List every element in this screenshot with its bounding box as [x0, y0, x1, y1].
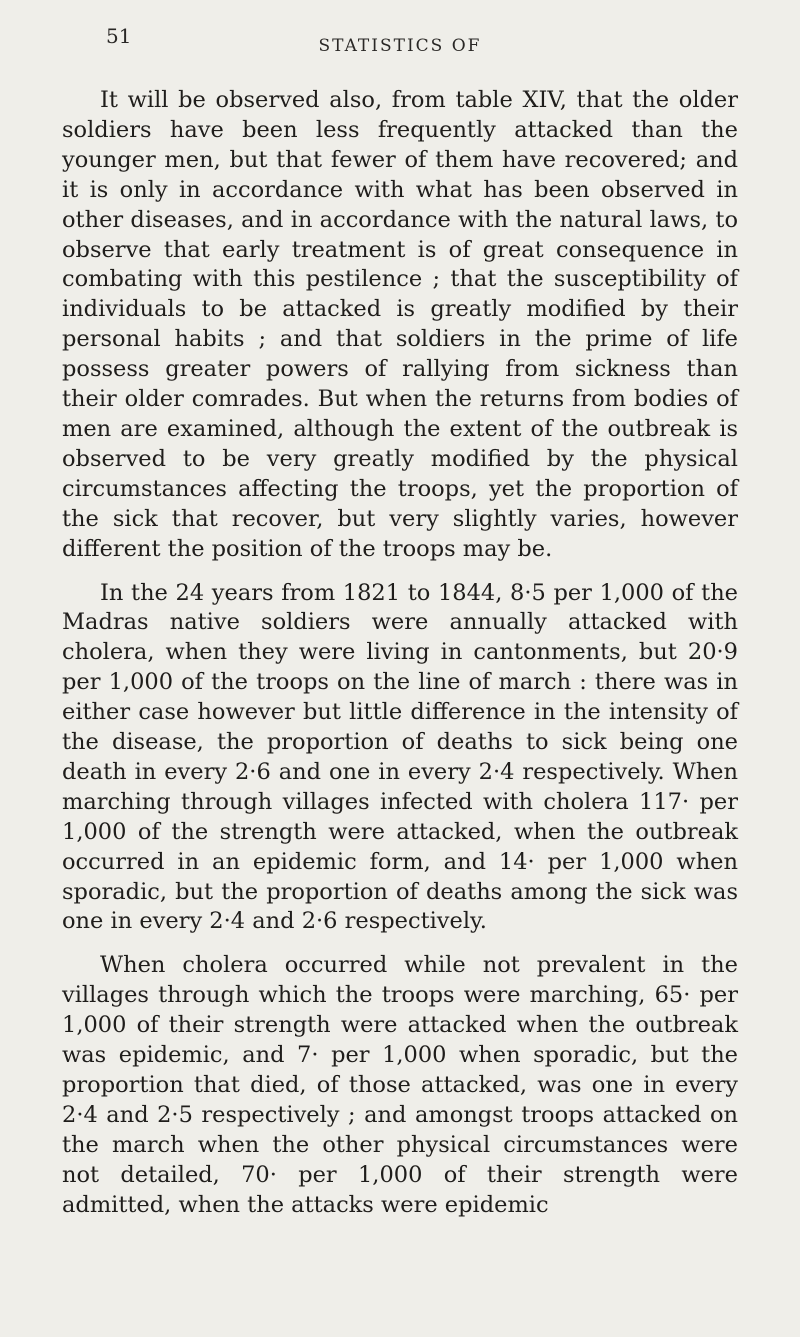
- paragraph-3: When cholera occurred while not prevalent in the villages through which the troops were marching, 65· per 1,000 of their strength were attacked when the outbreak was epidemic, and 7· per 1,000 when sporadic, but the proportion that died, of those attacked, was one in every 2·4 and 2·5 respectively ; and amongst troops attacked on the march when the other physical circumstances were not detailed, 70· per 1,000 of their strength were admitted, when the attacks were epidemic: [62, 952, 738, 1218]
- paragraph-1: It will be observed also, from table XIV, that the older soldiers have been less frequently attacked than the younger men, but that fewer of them have recovered; and it is only in accordance with what has been observed in other diseases, and in accordance with the natural laws, to observe that early treatment is of great consequence in combating with this pestilence ; that the susceptibility of individuals to be attacked is greatly modified by their personal habits ; and that soldiers in the prime of life possess greater powers of rallying from sickness than their older comrades. But when the returns from bodies of men are examined, although the extent of the outbreak is observed to be very greatly modified by the physical circumstances affecting the troops, yet the proportion of the sick that recover, but very slightly varies, however different the position of the troops may be.: [62, 87, 738, 562]
- paragraph-2: In the 24 years from 1821 to 1844, 8·5 per 1,000 of the Madras native soldiers were annually attacked with cholera, when they were living in cantonments, but 20·9 per 1,000 of the troops on the line of march : there was in either case however but little difference in the intensity of the disease, the proportion of deaths to sick being one death in every 2·6 and one in every 2·4 respectively. When marching through villages infected with cholera 117· per 1,000 of the strength were attacked, when the outbreak occurred in an epidemic form, and 14· per 1,000 when sporadic, but the proportion of deaths among the sick was one in every 2·4 and 2·6 respectively.: [62, 579, 738, 935]
- page-number: 51: [106, 24, 132, 48]
- body-text: [62, 86, 738, 1235]
- running-title: STATISTICS OF: [318, 36, 482, 56]
